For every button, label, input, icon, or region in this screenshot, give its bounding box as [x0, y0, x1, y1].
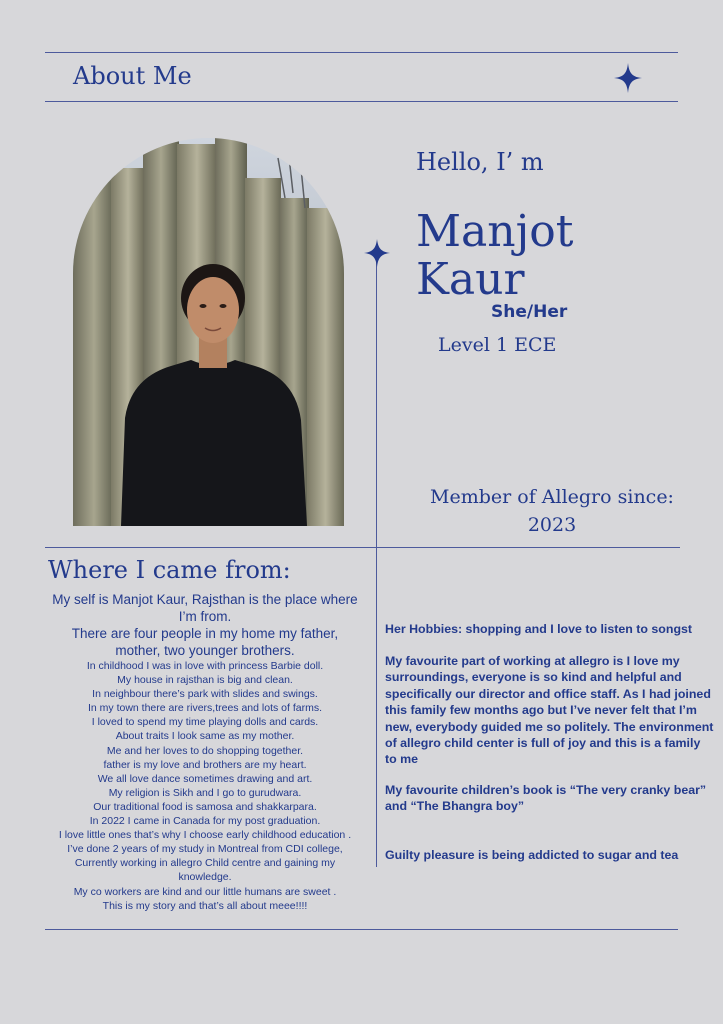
story-line: I’m from. [178, 609, 232, 624]
full-name [416, 208, 573, 304]
page-title: About Me [73, 62, 192, 90]
story-line: I loved to spend my time playing dolls and cards. [91, 716, 319, 729]
member-since [412, 483, 692, 539]
four-point-star-icon [364, 239, 390, 267]
origin-story [30, 591, 380, 913]
story-line: In my town there are rivers,trees and lots of farms. [87, 702, 322, 715]
member-year: 2023 [527, 514, 577, 536]
favourite-part: My favourite part of working at allegro is I love my surroundings, everyone is so kind and helpful and specifically our director and office staff. As I had joined this family few months ago but I’ve never felt that I’m new, everybody guided me so politely. The environment of allegro child center is full of joy and this is a family to me [385, 654, 714, 767]
header-bottom-rule [45, 101, 678, 102]
level-label: Level 1 ECE [438, 334, 557, 356]
favourite-book: My favourite children’s book is “The very cranky bear” and “The Bhangra boy” [385, 783, 707, 814]
story-line: mother, two younger brothers. [115, 643, 295, 658]
story-line: My self is Manjot Kaur, Rajsthan is the place where [52, 592, 358, 607]
story-line: About traits I look same as my mother. [115, 730, 295, 743]
profile-photo [73, 138, 344, 526]
hobbies: Her Hobbies: shopping and I love to listen to songst [385, 622, 693, 636]
story-line: In childhood I was in love with princess Barbie doll. [86, 660, 324, 672]
guilty-pleasure: Guilty pleasure is being addicted to sugar and tea [385, 848, 679, 862]
middle-rule [45, 547, 680, 548]
bottom-rule [45, 929, 678, 930]
member-label: Member of Allegro since: [430, 486, 674, 508]
story-line: This is my story and that’s all about meee!!!! [102, 899, 308, 912]
story-line: I love little ones that’s why I choose early childhood education . [58, 829, 352, 842]
story-line: Me and her loves to do shopping together. [106, 744, 304, 757]
story-line: My religion is Sikh and I go to gurudwara. [108, 786, 302, 799]
story-line: In 2022 I came in Canada for my post graduation. [89, 815, 321, 828]
four-point-star-icon [614, 63, 642, 93]
story-line: My house in rajsthan is big and clean. [117, 674, 293, 687]
greeting: Hello, I’ m [416, 148, 544, 176]
story-line: There are four people in my home my father, [71, 626, 339, 641]
section-title-origin: Where I came from: [48, 556, 291, 584]
story-line: Our traditional food is samosa and shakkarpara. [93, 800, 317, 813]
top-rule [45, 52, 678, 53]
pronouns: She/Her [491, 302, 568, 322]
story-line: We all love dance sometimes drawing and art. [97, 772, 313, 785]
story-line: In neighbour there’s park with slides and swings. [92, 688, 318, 701]
story-line: My co workers are kind and our little humans are sweet . [73, 885, 337, 898]
story-line: I’ve done 2 years of my study in Montreal from CDI college, [67, 843, 343, 856]
last-name: Kaur [416, 254, 525, 305]
story-line: knowledge. [178, 871, 232, 884]
first-name: Manjot [416, 206, 574, 257]
story-line: father is my love and brothers are my heart. [103, 758, 307, 771]
story-line: Currently working in allegro Child centre and gaining my [74, 857, 336, 870]
